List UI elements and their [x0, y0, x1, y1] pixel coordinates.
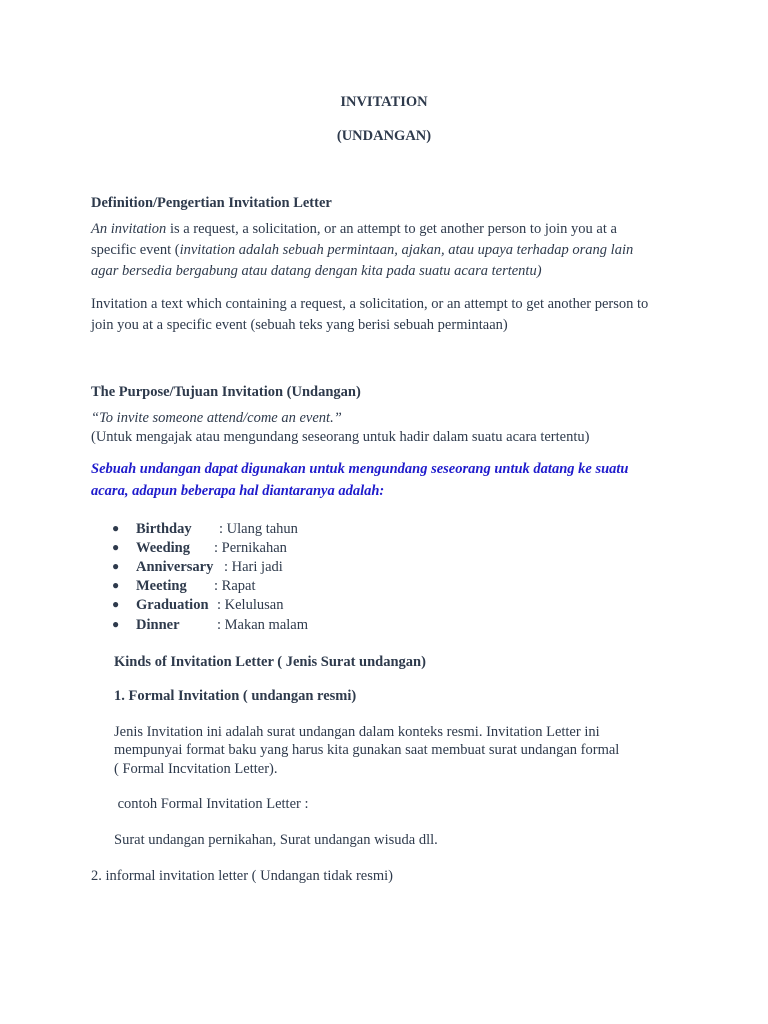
definition-text: specific event (	[91, 242, 180, 258]
event-term: Anniversary	[136, 559, 214, 575]
definition-paragraph-2-line: Invitation a text which containing a request, a solicitation, or an attempt to get another person to	[91, 296, 649, 312]
list-item	[0, 540, 768, 560]
event-term: Birthday	[136, 521, 192, 537]
event-term: Weeding	[136, 540, 190, 556]
bullet-icon: ●	[112, 578, 120, 592]
bullet-icon: ●	[112, 617, 120, 631]
definition-paragraph-2-line: join you at a specific event (sebuah teks yang berisi sebuah permintaan)	[91, 317, 508, 333]
formal-paragraph-line: ( Formal Incvitation Letter).	[114, 761, 278, 777]
purpose-note-line: acara, adapun beberapa hal diantaranya adalah:	[91, 483, 385, 499]
formal-heading: 1. Formal Invitation ( undangan resmi)	[114, 688, 357, 704]
event-meaning: : Hari jadi	[224, 559, 283, 575]
bullet-icon: ●	[112, 521, 120, 535]
list-item	[0, 597, 768, 617]
definition-translation-line: agar bersedia bergabung atau datang dengan kita pada suatu acara tertentu)	[91, 263, 542, 279]
example-label: contoh Formal Invitation Letter :	[114, 796, 309, 812]
event-term: Dinner	[136, 617, 180, 633]
list-item	[0, 521, 768, 541]
event-meaning: : Makan malam	[217, 617, 309, 633]
event-meaning: : Rapat	[214, 578, 256, 594]
definition-paragraph-line	[91, 221, 617, 238]
event-term: Meeting	[136, 578, 187, 594]
purpose-quote: “To invite someone attend/come an event.”	[91, 410, 342, 426]
definition-paragraph-line	[91, 242, 633, 259]
list-item	[0, 617, 768, 637]
page-subtitle: (UNDANGAN)	[336, 128, 432, 144]
kinds-heading: Kinds of Invitation Letter ( Jenis Surat undangan)	[114, 654, 426, 670]
example-text: Surat undangan pernikahan, Surat undangan wisuda dll.	[114, 832, 438, 848]
event-term: Graduation	[136, 597, 209, 613]
definition-text: is a request, a solicitation, or an attempt to get another person to join you at a	[166, 221, 617, 237]
page-title: INVITATION	[340, 94, 428, 110]
list-item	[0, 559, 768, 579]
event-meaning: : Pernikahan	[214, 540, 287, 556]
formal-paragraph-line: Jenis Invitation ini adalah surat undangan dalam konteks resmi. Invitation Letter ini	[114, 724, 600, 740]
event-meaning: : Kelulusan	[217, 597, 284, 613]
bullet-icon: ●	[112, 540, 120, 554]
purpose-heading: The Purpose/Tujuan Invitation (Undangan)	[91, 384, 361, 400]
purpose-translation: (Untuk mengajak atau mengundang seseorang untuk hadir dalam suatu acara tertentu)	[91, 429, 590, 445]
purpose-note-line: Sebuah undangan dapat digunakan untuk mengundang seseorang untuk datang ke suatu	[91, 461, 629, 477]
formal-paragraph-line: mempunyai format baku yang harus kita gunakan saat membuat surat undangan formal	[114, 742, 620, 758]
bullet-icon: ●	[112, 597, 120, 611]
bullet-icon: ●	[112, 559, 120, 573]
event-meaning: : Ulang tahun	[219, 521, 298, 537]
informal-heading: 2. informal invitation letter ( Undangan tidak resmi)	[91, 868, 394, 884]
definition-heading: Definition/Pengertian Invitation Letter	[91, 195, 332, 211]
list-item	[0, 578, 768, 598]
definition-term: An invitation	[91, 221, 167, 237]
definition-translation: invitation adalah sebuah permintaan, ajakan, atau upaya terhadap orang lain	[179, 242, 634, 258]
